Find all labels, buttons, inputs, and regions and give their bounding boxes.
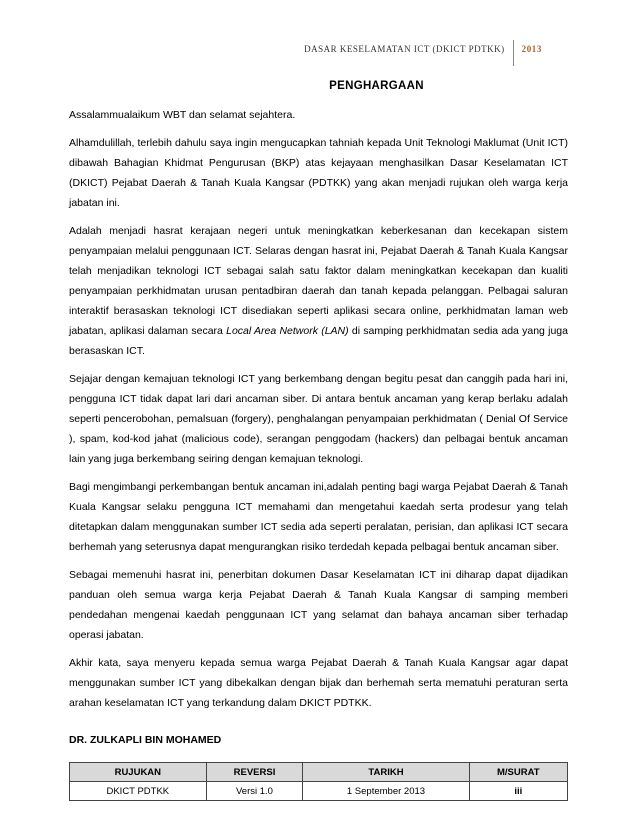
paragraph-2 bbox=[69, 221, 568, 361]
document-body bbox=[69, 80, 568, 721]
paragraph-2-italic-lan: Local Area Network (LAN) bbox=[226, 325, 349, 337]
signatory-name: DR. ZULKAPLI BIN MOHAMED bbox=[69, 734, 222, 746]
table-header-reversi: REVERSI bbox=[206, 763, 303, 782]
table-cell-reversi: Versi 1.0 bbox=[206, 782, 303, 801]
paragraph-2-text-a: Adalah menjadi hasrat kerajaan negeri untuk meningkatkan keberkesanan dan kecekapan sistem penyampaian melalui penggunaan ICT. Selaras dengan hasrat ini, Pejabat Daerah & Tanah Kuala Kangsar telah menjadikan teknologi ICT sebagai salah satu faktor dalam meningkatkan kecekapan dan kualiti penyampaian perkhidmatan urusan pentadbiran daerah dan tanah kepada pelanggan. Pelbagai saluran interaktif berasaskan teknologi ICT disediakan seperti aplikasi secara online, perkhidmatan laman web jabatan, aplikasi dalaman secara bbox=[69, 225, 568, 337]
table-cell-page-number: iii bbox=[469, 782, 567, 801]
table-row bbox=[70, 782, 568, 801]
footer-reference-table bbox=[69, 762, 568, 801]
table-header-rujukan: RUJUKAN bbox=[70, 763, 207, 782]
paragraph-2-text-c: di samping perkhidmatan sedia ada yang juga berasaskan ICT. bbox=[69, 325, 568, 357]
paragraph-1: Alhamdulillah, terlebih dahulu saya ingin mengucapkan tahniah kepada Unit Teknologi Maklumat (Unit ICT) dibawah Bahagian Khidmat Pengurusan (BKP) atas kejayaan menghasilkan Dasar Keselamatan ICT (DKICT) Pejabat Daerah & Tanah Kuala Kangsar (PDTKK) yang akan menjadi rujukan oleh warga kerja jabatan ini. bbox=[69, 137, 568, 209]
page-header bbox=[304, 40, 542, 66]
header-title: DASAR KESELAMATAN ICT (DKICT PDTKK) bbox=[304, 44, 505, 54]
table-cell-rujukan: DKICT PDTKK bbox=[70, 782, 207, 801]
paragraph-5: Sebagai memenuhi hasrat ini, penerbitan dokumen Dasar Keselamatan ICT ini diharap dapat dijadikan panduan oleh semua warga kerja Pejabat Daerah & Tanah Kuala Kangsar di samping memberi pendedahan mengenai kaedah penggunaan ICT yang selamat dan bahaya ancaman siber terhadap operasi jabatan. bbox=[69, 569, 568, 641]
table-header-msurat: M/SURAT bbox=[469, 763, 567, 782]
paragraph-6: Akhir kata, saya menyeru kepada semua warga Pejabat Daerah & Tanah Kuala Kangsar agar dapat menggunakan sumber ICT yang dibekalkan dengan bijak dan berhemah serta mematuhi peraturan serta arahan keselamatan ICT yang terkandung dalam DKICT PDTKK. bbox=[69, 657, 568, 709]
paragraph-3: Sejajar dengan kemajuan teknologi ICT yang berkembang dengan begitu pesat dan canggih pada hari ini, pengguna ICT tidak dapat lari dari ancaman siber. Di antara bentuk ancaman yang kerap berlaku adalah seperti pencerobohan, pemalsuan (forgery), penghalangan penyampaian perkhidmatan ( Denial Of Service ), spam, kod-kod jahat (malicious code), serangan penggodam (hackers) dan pelbagai bentuk ancaman lain yang juga berkembang seiring dengan kemajuan teknologi. bbox=[69, 373, 568, 465]
header-year: 2013 bbox=[521, 44, 542, 54]
table-header-row bbox=[70, 763, 568, 782]
table-cell-tarikh: 1 September 2013 bbox=[303, 782, 469, 801]
paragraph-4: Bagi mengimbangi perkembangan bentuk ancaman ini,adalah penting bagi warga Pejabat Daerah & Tanah Kuala Kangsar selaku pengguna ICT memahami dan mengetahui kaedah serta prodesur yang telah ditetapkan dalam menggunakan sumber ICT sedia ada seperti peralatan, perisian, dan aplikasi ICT secara berhemah yang seterusnya dapat mengurangkan risiko terdedah kepada pelbagai bentuk ancaman siber. bbox=[69, 481, 568, 553]
table-header-tarikh: TARIKH bbox=[303, 763, 469, 782]
paragraph-greeting: Assalammualaikum WBT dan selamat sejahtera. bbox=[69, 109, 296, 121]
page-title: PENGHARGAAN bbox=[329, 80, 424, 92]
